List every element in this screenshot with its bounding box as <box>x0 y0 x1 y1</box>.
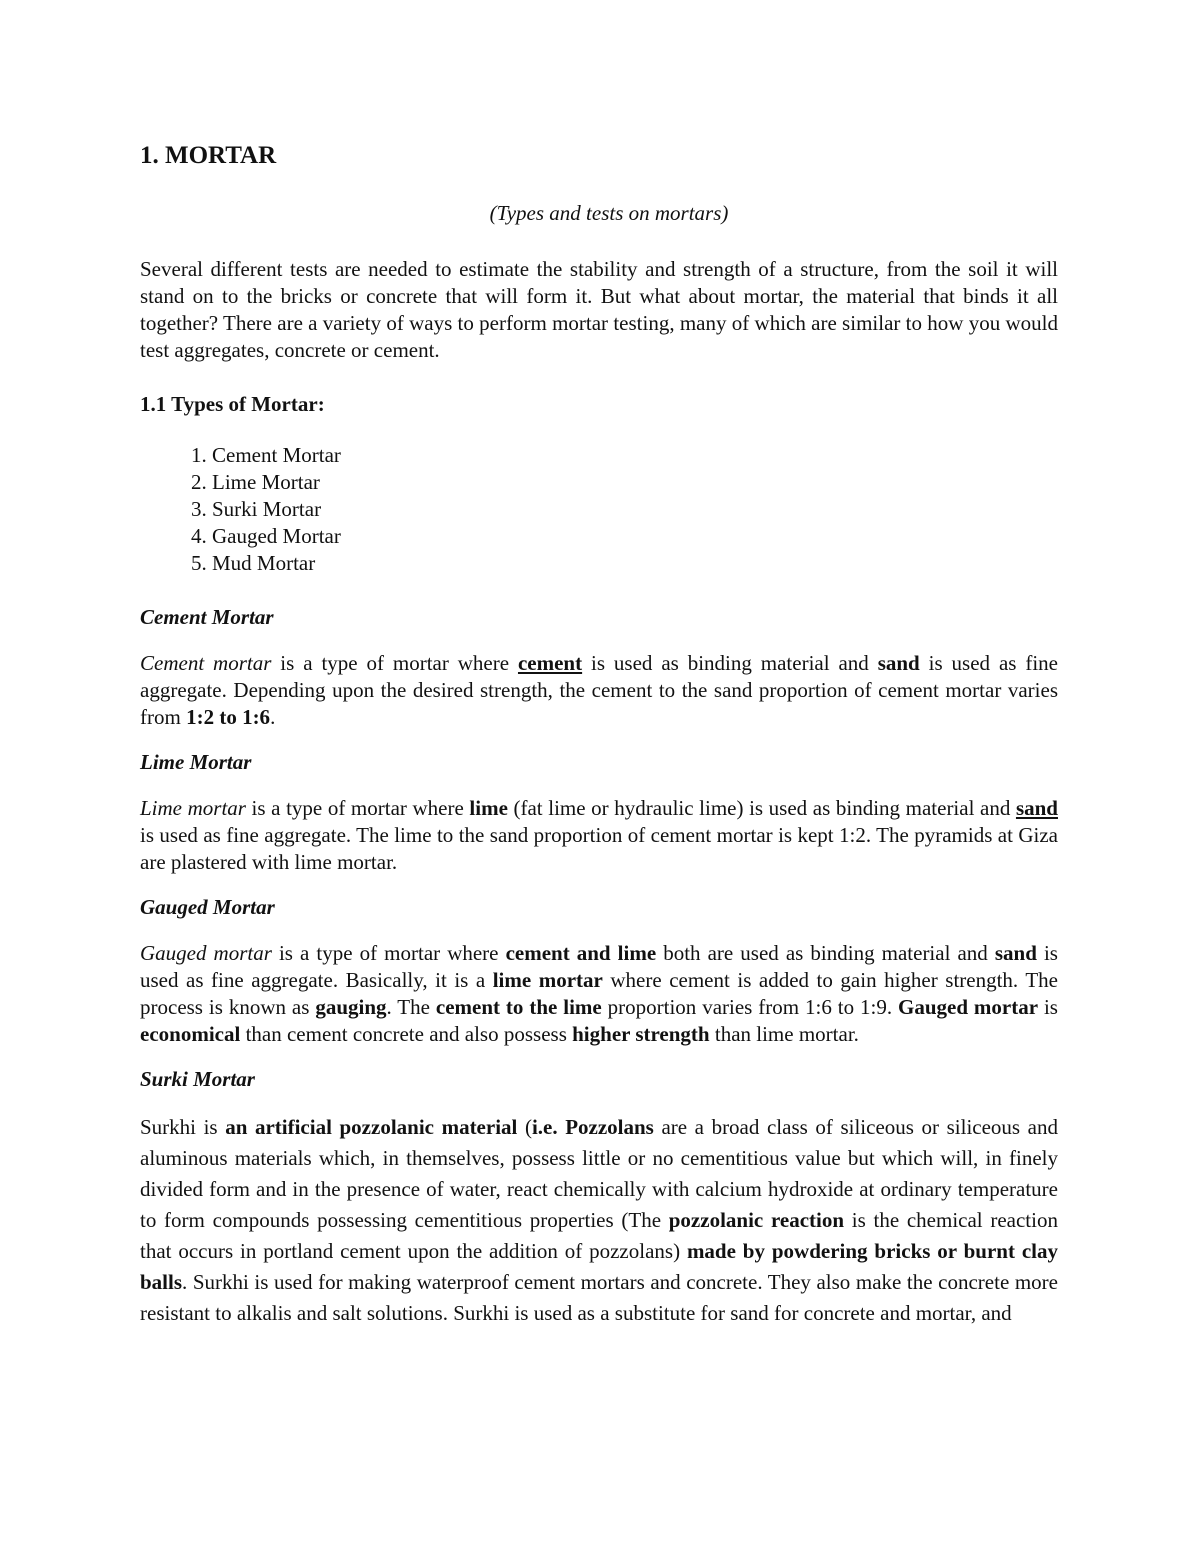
text-run: proportion varies from 1:6 to 1:9. <box>601 995 898 1019</box>
text-run: where cement is added to gain higher strength. The process is known as <box>140 968 1058 1019</box>
text-run: is used as fine aggregate. The lime to the sand proportion of cement mortar is kept 1:2. The pyramids at Giza are plastered with lime mortar. <box>140 823 1058 874</box>
text-run: lime mortar <box>492 968 603 992</box>
page-title: 1. MORTAR <box>140 142 277 169</box>
list-item: 2. Lime Mortar <box>212 469 1058 496</box>
list-item: 3. Surki Mortar <box>212 496 1058 523</box>
text-run: is a type of mortar where <box>271 651 518 675</box>
text-run: cement and lime <box>505 941 657 965</box>
text-run: is <box>1038 995 1058 1019</box>
text-run: gauging <box>315 995 387 1019</box>
text-run: is the chemical reaction that occurs in portland cement upon the addition of pozzolans) <box>140 1208 1058 1263</box>
text-run: i.e. Pozzolans <box>531 1115 654 1139</box>
text-run: are a broad class of siliceous or siliceous and aluminous materials which, in themselves, possess little or no cementitious value but which will, in finely divided form and in the presence of water, react chemically with calcium hydroxide at ordinary temperature to form compounds possessing cementitious properties (The <box>140 1115 1058 1232</box>
types-heading: 1.1 Types of Mortar: <box>140 392 325 416</box>
text-run: ( <box>517 1115 532 1139</box>
text-run: Lime mortar <box>140 796 246 820</box>
text-run: than lime mortar. <box>709 1022 859 1046</box>
text-run: . <box>270 705 276 729</box>
list-item: 5. Mud Mortar <box>212 550 1058 577</box>
text-run: Gauged mortar <box>140 941 272 965</box>
text-run: economical <box>140 1022 241 1046</box>
lime-mortar-heading: Lime Mortar <box>140 750 252 774</box>
text-run: cement <box>517 651 583 675</box>
text-run: made by powdering bricks or burnt clay balls <box>140 1239 1058 1294</box>
page-subtitle: (Types and tests on mortars) <box>489 201 729 225</box>
text-run: sand <box>994 941 1037 965</box>
text-run: is used as fine aggregate. Basically, it is a <box>140 941 1058 992</box>
cement-mortar-paragraph <box>140 650 1058 731</box>
text-run: lime <box>469 796 508 820</box>
text-run: an artificial pozzolanic material <box>225 1115 518 1139</box>
mortar-types-list <box>140 442 1058 577</box>
gauged-mortar-heading: Gauged Mortar <box>140 895 275 919</box>
document-page <box>140 140 1058 1329</box>
lime-mortar-paragraph <box>140 795 1058 876</box>
text-run: than cement concrete and also possess <box>240 1022 573 1046</box>
text-run: . Surkhi is used for making waterproof cement mortars and concrete. They also make the concrete more resistant to alkalis and salt solutions. Surkhi is used as a substitute for sand for concrete and mortar, and <box>140 1270 1058 1325</box>
text-run: cement to the lime <box>435 995 602 1019</box>
text-run: is a type of mortar where <box>271 941 506 965</box>
surki-mortar-heading: Surki Mortar <box>140 1067 255 1091</box>
text-run: sand <box>877 651 920 675</box>
text-run: Cement mortar <box>140 651 272 675</box>
surki-mortar-paragraph <box>140 1112 1058 1329</box>
text-run: is used as binding material and <box>582 651 878 675</box>
intro-paragraph: Several different tests are needed to estimate the stability and strength of a structure, from the soil it will stand on to the bricks or concrete that will form it. But what about mortar, the material that binds it all together? There are a variety of ways to perform mortar testing, many of which are similar to how you would test aggregates, concrete or cement. <box>140 257 1058 362</box>
text-run: Gauged mortar <box>898 995 1039 1019</box>
text-run: Surkhi is <box>140 1115 226 1139</box>
text-run: . The <box>386 995 436 1019</box>
text-run: higher strength <box>572 1022 710 1046</box>
list-item: 1. Cement Mortar <box>212 442 1058 469</box>
text-run: is used as fine aggregate. Depending upon the desired strength, the cement to the sand proportion of cement mortar varies from <box>140 651 1058 729</box>
gauged-mortar-paragraph <box>140 940 1058 1048</box>
text-run: is a type of mortar where <box>245 796 470 820</box>
text-run: 1:2 to 1:6 <box>186 705 271 729</box>
cement-mortar-heading: Cement Mortar <box>140 605 274 629</box>
text-run: pozzolanic reaction <box>668 1208 845 1232</box>
text-run: sand <box>1015 796 1058 820</box>
text-run: both are used as binding material and <box>656 941 995 965</box>
text-run: (fat lime or hydraulic lime) is used as binding material and <box>507 796 1016 820</box>
list-item: 4. Gauged Mortar <box>212 523 1058 550</box>
